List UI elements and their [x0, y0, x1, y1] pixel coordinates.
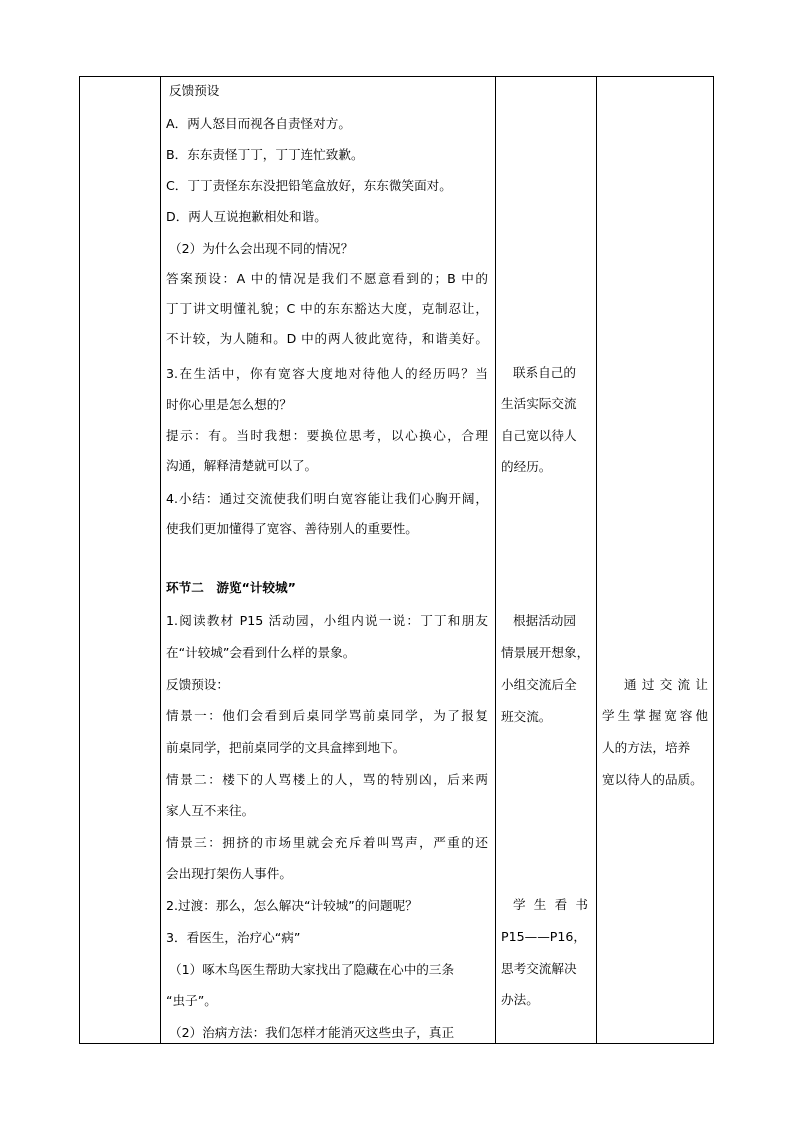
- text-line: 的经历。: [501, 459, 552, 474]
- text-line: 4.小结：通过交流使我们明白宽容能让我们心胸开阔，: [166, 491, 488, 506]
- design-intent-column: [597, 77, 713, 1043]
- text-line: 使我们更加懂得了宽容、善待别人的重要性。: [166, 521, 418, 536]
- text-line: 反馈预设: [169, 83, 220, 98]
- text-line: （2）治病方法：我们怎样才能消灭这些虫子，真正: [169, 1025, 455, 1040]
- text-line: 前桌同学，把前桌同学的文具盒摔到地下。: [166, 740, 406, 755]
- text-line: P15——P16，: [501, 929, 587, 944]
- text-line: 丁丁讲文明懂礼貌；C 中的东东豁达大度，克制忍让，: [166, 301, 488, 316]
- text-line: 情景展开想象，: [501, 645, 590, 660]
- text-line: D．两人互说抱歉相处和谐。: [166, 209, 327, 224]
- text-line: 情景二：楼下的人骂楼上的人，骂的特别凶，后来两: [166, 772, 488, 787]
- text-line: 2.过渡：那么，怎么解决“计较城”的问题呢？: [166, 898, 418, 913]
- text-line: 3．看医生，治疗心“病”: [166, 930, 301, 945]
- text-line: 办法。: [501, 992, 539, 1007]
- lesson-plan-table: [79, 76, 714, 1044]
- text-line: 反馈预设：: [166, 677, 229, 692]
- text-line: 学生掌握宽容他: [602, 708, 708, 723]
- text-line: 沟通，解释清楚就可以了。: [166, 458, 318, 473]
- text-line: 宽以待人的品质。: [602, 772, 703, 787]
- text-line: 生活实际交流: [501, 396, 577, 411]
- text-line: 根据活动园: [513, 613, 576, 628]
- text-line: 情景一：他们会看到后桌同学骂前桌同学，为了报复: [166, 708, 488, 723]
- teaching-process-column: [161, 77, 495, 1043]
- text-line: 情景三：拥挤的市场里就会充斥着叫骂声，严重的还: [166, 835, 488, 850]
- text-line: 提示：有。当时我想：要换位思考，以心换心，合理: [166, 428, 488, 443]
- text-line: 1.阅读教材 P15 活动园，小组内说一说：丁丁和朋友: [166, 613, 488, 628]
- text-line: C．丁丁责怪东东没把铅笔盒放好，东东微笑面对。: [166, 178, 452, 193]
- text-line: A．两人怒目而视各自责怪对方。: [166, 116, 351, 131]
- text-line: （1）啄木鸟医生帮助大家找出了隐藏在心中的三条: [169, 962, 455, 977]
- text-line: 人的方法，培养: [602, 740, 691, 755]
- text-line: 联系自己的: [513, 365, 576, 380]
- text-line: （2）为什么会出现不同的情况？: [169, 241, 354, 256]
- student-activity-column: [496, 77, 596, 1043]
- text-line: 小组交流后全: [501, 677, 577, 692]
- text-line: 思考交流解决: [501, 961, 577, 976]
- text-line: “虫子”。: [166, 993, 217, 1008]
- text-line: 学 生 看 书: [513, 897, 588, 912]
- text-line: 会出现打架伤人事件。: [166, 866, 292, 881]
- text-line: 自己宽以待人: [501, 428, 577, 443]
- text-line: 时你心里是怎么想的？: [166, 397, 292, 412]
- text-line: 答案预设：A 中的情况是我们不愿意看到的；B 中的: [166, 271, 488, 286]
- section-heading: 环节二 游览“计较城”: [166, 580, 296, 595]
- text-line: 3.在生活中，你有宽容大度地对待他人的经历吗？当: [166, 366, 488, 381]
- text-line: 家人互不来往。: [166, 803, 255, 818]
- blank-column: [80, 77, 160, 1043]
- text-line: 不计较，为人随和。D 中的两人彼此宽待，和谐美好。: [166, 331, 488, 346]
- text-line: B．东东责怪丁丁，丁丁连忙致歉。: [166, 147, 364, 162]
- text-line: 班交流。: [501, 709, 552, 724]
- text-line: 通过交流让: [624, 677, 708, 692]
- text-line: 在“计较城”会看到什么样的景象。: [166, 645, 356, 660]
